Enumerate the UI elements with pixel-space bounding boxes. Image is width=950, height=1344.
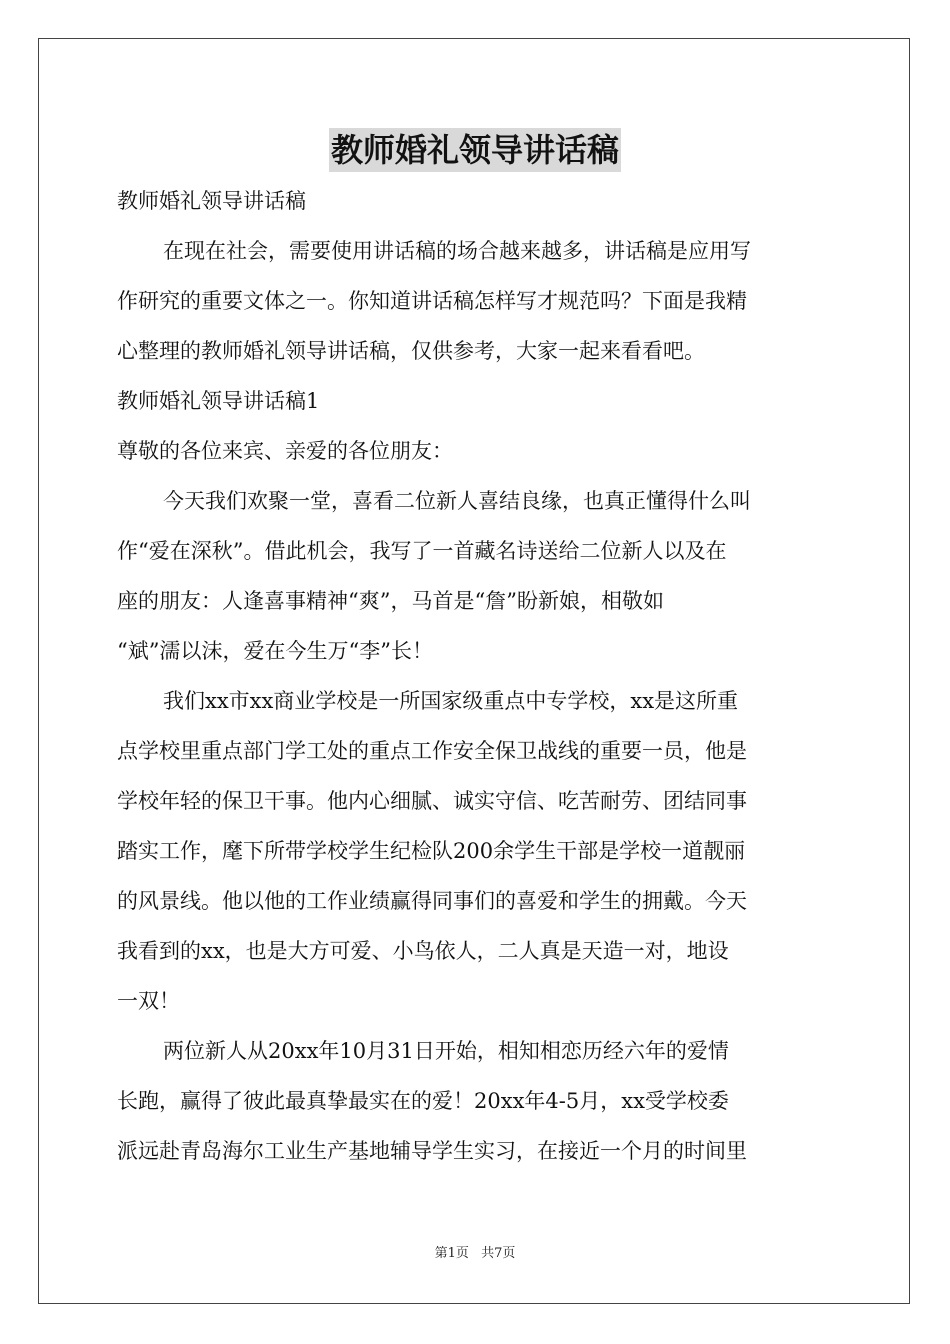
page-number: 第1页 bbox=[434, 1246, 469, 1261]
body-line: 座的朋友：人逢喜事精神“爽”，马首是“詹”盼新娘，相敬如 bbox=[117, 589, 664, 613]
body-line: 我们xx市xx商业学校是一所国家级重点中专学校，xx是这所重 bbox=[163, 689, 739, 713]
body-line: 踏实工作，麾下所带学校学生纪检队200余学生干部是学校一道靓丽 bbox=[117, 839, 746, 863]
body-line: 一双！ bbox=[117, 989, 180, 1013]
body-line: 学校年轻的保卫干事。他内心细腻、诚实守信、吃苦耐劳、团结同事 bbox=[117, 789, 747, 813]
body-line: 我看到的xx，也是大方可爱、小鸟依人，二人真是天造一对，地设 bbox=[117, 939, 729, 963]
document-title: 教师婚礼领导讲话稿 bbox=[329, 128, 621, 172]
body-line: 作“爱在深秋”。借此机会，我写了一首藏名诗送给二位新人以及在 bbox=[117, 539, 727, 563]
body-line: 派远赴青岛海尔工业生产基地辅导学生实习，在接近一个月的时间里 bbox=[117, 1139, 747, 1163]
body-line: 心整理的教师婚礼领导讲话稿，仅供参考，大家一起来看看吧。 bbox=[117, 339, 705, 363]
body-line: 尊敬的各位来宾、亲爱的各位朋友： bbox=[117, 439, 453, 463]
page-total: 共7页 bbox=[481, 1246, 516, 1261]
body-line: 在现在社会，需要使用讲话稿的场合越来越多，讲话稿是应用写 bbox=[163, 239, 751, 263]
body-line: “斌”濡以沫，爱在今生万“李”长！ bbox=[117, 639, 433, 663]
body-line: 教师婚礼领导讲话稿1 bbox=[117, 389, 320, 413]
title-area bbox=[0, 128, 950, 172]
body-line: 点学校里重点部门学工处的重点工作安全保卫战线的重要一员，他是 bbox=[117, 739, 747, 763]
page-footer bbox=[0, 1244, 950, 1264]
body-line: 教师婚礼领导讲话稿 bbox=[117, 189, 306, 213]
body-line: 的风景线。他以他的工作业绩赢得同事们的喜爱和学生的拥戴。今天 bbox=[117, 889, 747, 913]
document-body bbox=[117, 176, 835, 1176]
body-line: 作研究的重要文体之一。你知道讲话稿怎样写才规范吗？下面是我精 bbox=[117, 289, 747, 313]
body-line: 两位新人从20xx年10月31日开始，相知相恋历经六年的爱情 bbox=[163, 1039, 729, 1063]
body-line: 今天我们欢聚一堂，喜看二位新人喜结良缘，也真正懂得什么叫 bbox=[163, 489, 751, 513]
body-line: 长跑，赢得了彼此最真挚最实在的爱！20xx年4-5月，xx受学校委 bbox=[117, 1089, 729, 1113]
